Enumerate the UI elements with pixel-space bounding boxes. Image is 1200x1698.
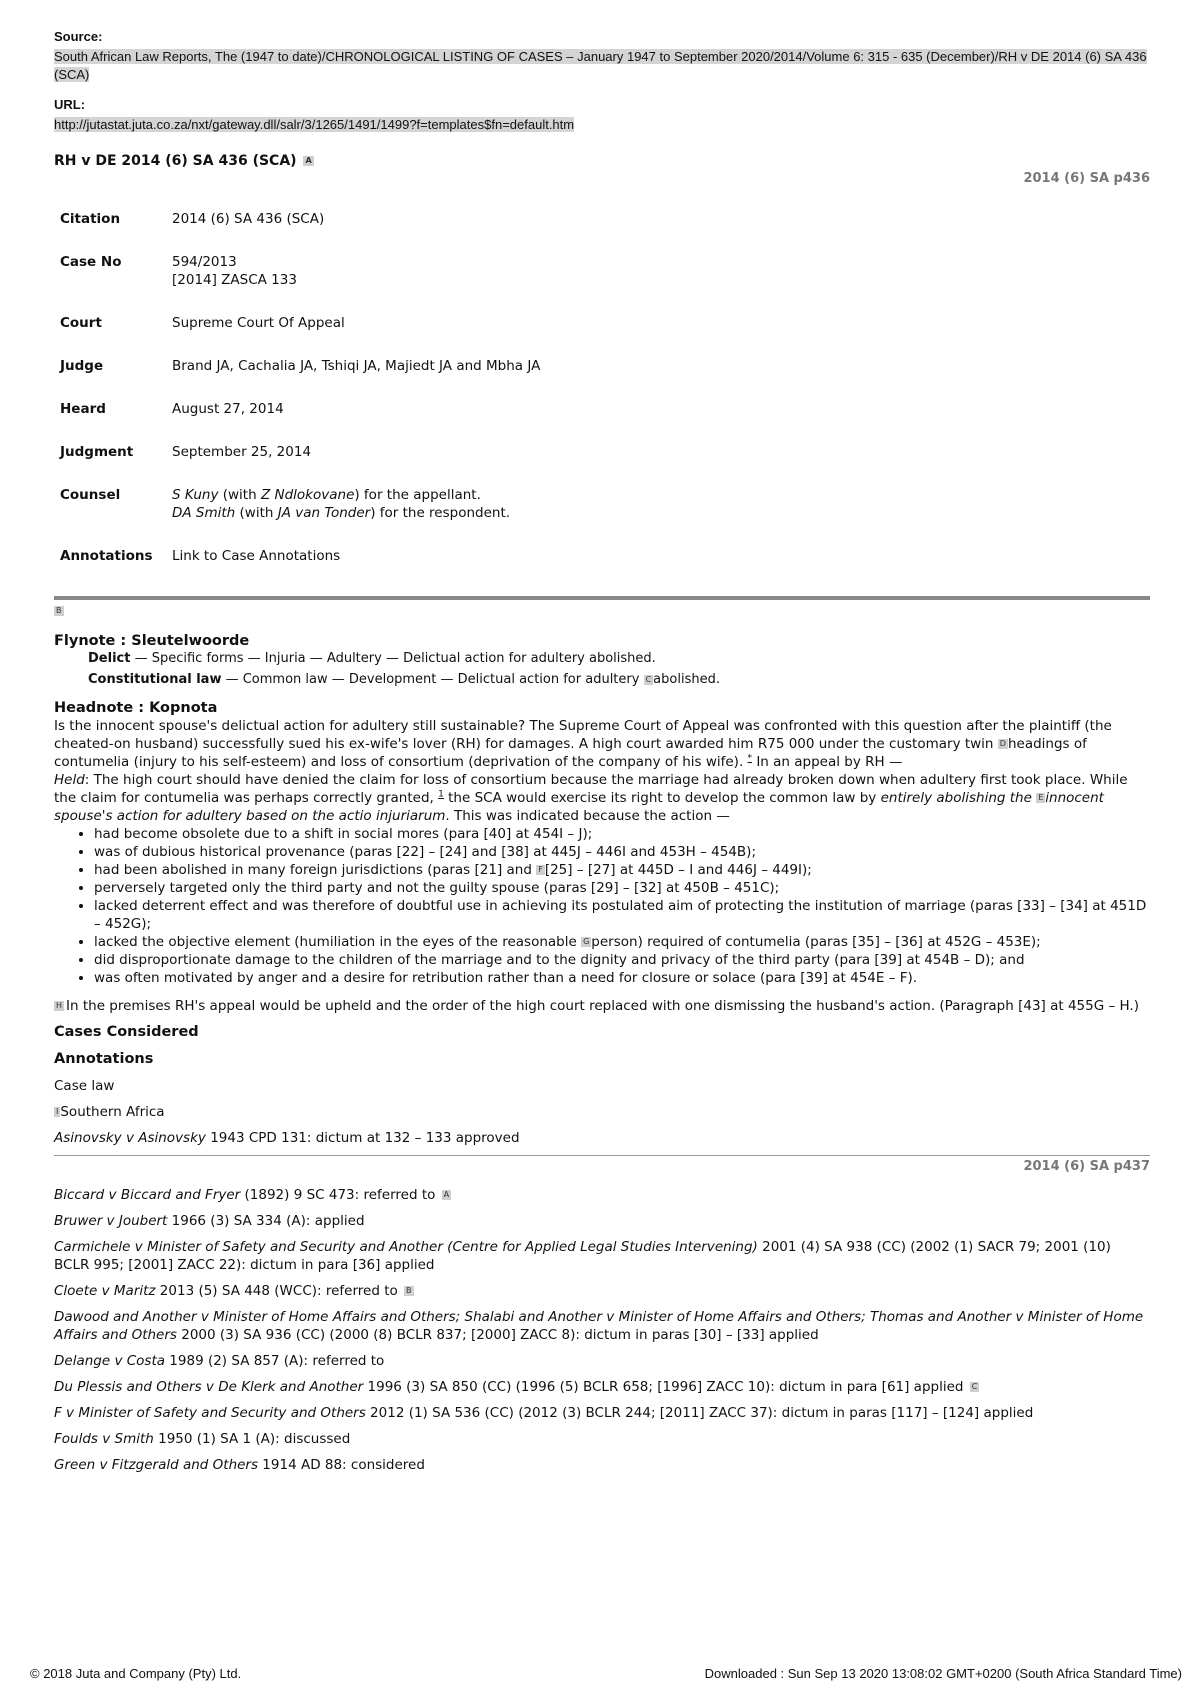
case-detail: 2000 (3) SA 936 (CC) (2000 (8) BCLR 837; [2000] ZACC 8): dictum in paras [30] – [33] applied: [176, 1327, 819, 1343]
meta-row-citation: [60, 210, 540, 253]
held-reason-7: • did disproportionate damage to the children of the marriage and to the dignity and privacy of the third party (para [39] at 454B – D); and: [94, 951, 1150, 969]
region-text: Southern Africa: [60, 1104, 165, 1120]
cases-heading: Cases Considered: [54, 1024, 199, 1040]
caseno-1: 594/2013: [172, 254, 237, 270]
headnote-para-2-italic-2: innocent spouse's action for adultery based on the actio injuriarum: [54, 790, 1104, 824]
case-item: [54, 1430, 1150, 1448]
marker-b: B: [56, 606, 62, 615]
page-ref-436: 2014 (6) SA p436: [1023, 171, 1150, 186]
counsel-2-with-pre: (with: [235, 505, 278, 521]
case-detail: 1996 (3) SA 850 (CC) (1996 (5) BCLR 658; [1996] ZACC 10): dictum in para [61] applied: [363, 1379, 968, 1395]
url-text: [54, 116, 1150, 134]
headnote-conclusion: [54, 997, 1150, 1015]
marker-e: E: [1038, 793, 1044, 802]
meta-row-judge: [60, 357, 540, 400]
case-item: [54, 1186, 1150, 1204]
headnote-para-2-italic-1: entirely abolishing the: [880, 790, 1037, 806]
headnote-para-2-b: the SCA would exercise its right to develop the common law by: [443, 790, 881, 806]
case-detail: 1950 (1) SA 1 (A): discussed: [153, 1431, 351, 1447]
marker-f: F: [538, 865, 543, 874]
judgment-label: Judgment: [60, 444, 134, 460]
marker-c: C: [645, 674, 652, 684]
held-reason-6-text: lacked the objective element (humiliation in the eyes of the reasonable: [94, 934, 582, 950]
url-link[interactable]: http://jutastat.juta.co.za/nxt/gateway.dll/salr/3/1265/1491/1499?f=templates$fn=default.htm: [54, 117, 575, 132]
counsel-1-post: ) for the appellant.: [354, 487, 481, 503]
case-name: Carmichele v Minister of Safety and Security and Another (Centre for Applied Legal Studies Intervening): [54, 1239, 758, 1255]
flynote-line-2: [88, 671, 1150, 689]
case-name: Biccard v Biccard and Fryer: [54, 1187, 241, 1203]
case-name: Asinovsky v Asinovsky: [54, 1130, 206, 1146]
counsel-2-with: JA van Tonder: [277, 505, 371, 521]
case-name: Foulds v Smith: [54, 1431, 154, 1447]
marker-g: G: [583, 937, 590, 946]
caseno-2: [2014] ZASCA 133: [172, 272, 297, 288]
held-reason-6-tail: person) required of contumelia (paras [35] – [36] at 452G – 453E);: [591, 934, 1041, 950]
source-path[interactable]: South African Law Reports, The (1947 to date)/CHRONOLOGICAL LISTING OF CASES – January 1947 to September 2020/2014/Volume 6: 315 - 635 (December)/RH v DE 2014 (6) SA 436 (SCA): [54, 49, 1147, 82]
judge-value: Brand JA, Cachalia JA, Tshiqi JA, Majiedt JA and Mbha JA: [172, 358, 541, 374]
footer-download-timestamp: Downloaded : Sun Sep 13 2020 13:08:02 GMT+0200 (South Africa Standard Time): [704, 1666, 1182, 1681]
judge-label: Judge: [60, 358, 104, 374]
case-item: [54, 1212, 1150, 1230]
counsel-1-name: S Kuny: [172, 487, 219, 503]
case-item: [54, 1378, 1150, 1396]
headnote-para-2-a: : The high court should have denied the claim for loss of consortium because the marriage had already broken down when adultery first took place. While the claim for contumelia was perhaps correctly granted,: [54, 772, 1128, 806]
annotations-heading: Annotations: [54, 1051, 154, 1067]
headnote-para-2-c: . This was indicated because the action —: [445, 808, 730, 824]
case-detail: 1943 CPD 131: dictum at 132 – 133 approved: [205, 1130, 520, 1146]
case-detail: 1989 (2) SA 857 (A): referred to: [165, 1353, 385, 1369]
held-reasons-list: [54, 825, 1150, 987]
case-name: Du Plessis and Others v De Klerk and Another: [54, 1379, 364, 1395]
case-name: Dawood and Another v Minister of Home Affairs and Others; Shalabi and Another v Minister of Home Affairs and Others; Thomas and Another v Minister of Home Affairs and Others: [54, 1309, 1144, 1343]
court-label: Court: [60, 315, 102, 331]
case-metadata-table: [60, 210, 540, 590]
flynote-line-2-tail: abolished.: [653, 672, 720, 687]
held-reason-3-text: had been abolished in many foreign jurisdictions (paras [21] and: [94, 862, 537, 878]
case-item: [54, 1308, 1150, 1344]
page-break-divider: [54, 1155, 1150, 1156]
judgment-value: September 25, 2014: [172, 444, 312, 460]
flynote-line-1-text: — Specific forms — Injuria — Adultery — Delictual action for adultery abolished.: [130, 651, 656, 666]
headnote-para-1: [54, 717, 1150, 771]
marker-d: D: [999, 739, 1006, 748]
meta-row-annotations: [60, 547, 540, 590]
caseno-label: Case No: [60, 254, 122, 270]
headnote-para-1-b: headings of contumelia (injury to his self-esteem) and loss of consortium (deprivation of the company of his wife).: [54, 736, 1087, 770]
held-reason-8: • was often motivated by anger and a desire for retribution rather than a need for closure or solace (para [39] at 454E – F).: [94, 969, 1150, 987]
case-detail: 2012 (1) SA 536 (CC) (2012 (3) BCLR 244; [2011] ZACC 37): dictum in paras [117] – [124] applied: [365, 1405, 1034, 1421]
case-item: [54, 1352, 1150, 1370]
case-detail: (1892) 9 SC 473: referred to: [240, 1187, 440, 1203]
case-detail: 2013 (5) SA 448 (WCC): referred to: [155, 1283, 403, 1299]
court-value: Supreme Court Of Appeal: [172, 315, 345, 331]
counsel-value: [172, 486, 540, 547]
flynote-line-1-bold: Delict: [88, 651, 131, 666]
headnote-para-1-c: In an appeal by RH —: [752, 754, 903, 770]
footer-copyright: © 2018 Juta and Company (Pty) Ltd.: [30, 1666, 242, 1681]
source-text: [54, 48, 1150, 84]
heard-label: Heard: [60, 401, 106, 417]
case-title-text: RH v DE 2014 (6) SA 436 (SCA): [54, 153, 297, 169]
held-reason-4: • perversely targeted only the third party and not the guilty spouse (paras [29] – [32] at 450B – 451C);: [94, 879, 1150, 897]
headnote-conclusion-text: In the premises RH's appeal would be upheld and the order of the high court replaced with one dismissing the husband's action. (Paragraph [43] at 455G – H.): [66, 998, 1139, 1014]
case-item: [54, 1456, 1150, 1474]
marker-i: I: [56, 1107, 59, 1116]
case-item: [54, 1238, 1150, 1274]
counsel-1-with: Z Ndlokovane: [260, 487, 355, 503]
meta-row-judgment: [60, 443, 540, 486]
flynote-line-2-text: — Common law — Development — Delictual action for adultery: [221, 672, 644, 687]
case-detail: 1914 AD 88: considered: [258, 1457, 425, 1473]
held-reason-3-tail: [25] – [27] at 445D – I and 446J – 449I);: [544, 862, 812, 878]
counsel-2-name: DA Smith: [172, 505, 236, 521]
held-label: Held: [54, 772, 85, 788]
case-item: [54, 1282, 1150, 1300]
case-detail: 1966 (3) SA 334 (A): applied: [167, 1213, 365, 1229]
source-label: Source:: [54, 29, 103, 44]
meta-row-heard: [60, 400, 540, 443]
headnote-heading: Headnote : Kopnota: [54, 700, 218, 716]
flynote-line-2-bold: Constitutional law: [88, 672, 222, 687]
case-name: F v Minister of Safety and Security and Others: [54, 1405, 366, 1421]
footnote-ref-star[interactable]: *: [747, 753, 753, 764]
held-reason-6: [94, 933, 1150, 951]
case-law-label: Case law: [54, 1078, 115, 1094]
held-reason-3: [94, 861, 1150, 879]
headnote-para-2: [54, 771, 1150, 825]
marker-c-2: C: [971, 1382, 978, 1391]
held-reason-5: • lacked deterrent effect and was therefore of doubtful use in achieving its postulated aim of protecting the institution of marriage (paras [33] – [34] at 451D – 452G);: [94, 897, 1150, 933]
counsel-label: Counsel: [60, 487, 121, 503]
case-name: Bruwer v Joubert: [54, 1213, 168, 1229]
caseno-value: [172, 253, 540, 314]
section-divider: [54, 596, 1150, 600]
held-reason-1: • had become obsolete due to a shift in social mores (para [40] at 454I – J);: [94, 825, 1150, 843]
held-reason-2: • was of dubious historical provenance (paras [22] – [24] and [38] at 445J – 446I and 453H – 454B);: [94, 843, 1150, 861]
marker-a: A: [305, 156, 312, 165]
region-label: [54, 1103, 1150, 1121]
citation-value: 2014 (6) SA 436 (SCA): [172, 211, 325, 227]
marker-b-2: B: [406, 1286, 412, 1295]
case-name: Cloete v Maritz: [54, 1283, 156, 1299]
meta-row-counsel: [60, 486, 540, 547]
citation-label: Citation: [60, 211, 121, 227]
meta-row-court: [60, 314, 540, 357]
case-name: Delange v Costa: [54, 1353, 166, 1369]
url-label: URL:: [54, 97, 86, 112]
case-name: Green v Fitzgerald and Others: [54, 1457, 259, 1473]
heard-value: August 27, 2014: [172, 401, 284, 417]
marker-h: H: [56, 1001, 63, 1010]
flynote-line-1: [88, 650, 1150, 668]
meta-row-caseno: [60, 253, 540, 314]
counsel-2-post: ) for the respondent.: [370, 505, 511, 521]
annotations-link[interactable]: Link to Case Annotations: [172, 548, 341, 564]
flynote-heading: Flynote : Sleutelwoorde: [54, 633, 250, 649]
case-title: [54, 152, 1150, 170]
counsel-1-with-pre: (with: [218, 487, 261, 503]
page-ref-437: 2014 (6) SA p437: [1023, 1159, 1150, 1174]
headnote-para-1-a: Is the innocent spouse's delictual action for adultery still sustainable? The Supreme Court of Appeal was confronted with this question after the plaintiff (the cheated-on husband) successfully sued his ex-wife's lover (RH) for damages. A high court awarded him R75 000 under the customary twin: [54, 718, 1112, 752]
footnote-ref-1[interactable]: 1: [438, 789, 444, 800]
marker-a-2: A: [443, 1190, 450, 1199]
case-detail: 2001 (4) SA 938 (CC) (2002 (1) SACR 79; 2001 (10) BCLR 995; [2001] ZACC 22): dictum in para [36] applied: [54, 1239, 1111, 1273]
case-item: [54, 1404, 1150, 1422]
annotations-label: Annotations: [60, 548, 153, 564]
document-page: [54, 24, 1150, 1474]
case-item: [54, 1129, 1150, 1147]
